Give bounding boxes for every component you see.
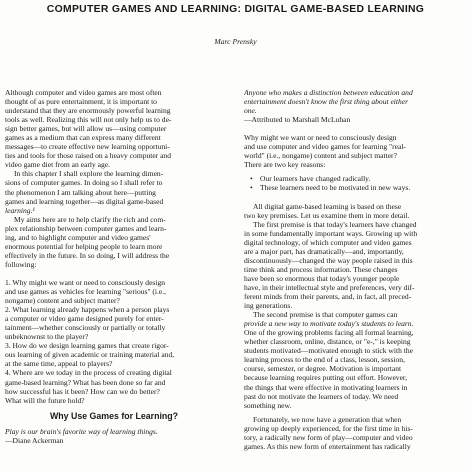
list-line: game-based learning? What has been done so far and xyxy=(5,377,166,387)
epigraph-author: —Diane Ackerman xyxy=(5,435,64,445)
text-line: learning process to the end of a class, lesson, session, xyxy=(244,355,405,365)
text-line: sions of computer games. In doing so I shall refer to xyxy=(5,178,163,188)
bullet-list xyxy=(244,174,466,192)
list-line: 4. Where are we today in the process of creating digital xyxy=(5,368,172,378)
right-column xyxy=(244,88,466,451)
text-line: ferent minds from their parents, and, in fact, all preced- xyxy=(244,292,412,302)
text-line: Although computer and video games are most often xyxy=(5,88,162,97)
text-line: following: xyxy=(5,259,37,269)
text-line: enormous potential for helping people to learn more xyxy=(5,241,163,251)
text-line: Why might we want or need to consciously design xyxy=(244,133,397,143)
text-line: messages—to create effective new learning opportuni- xyxy=(5,142,170,152)
list-line: What will the future hold? xyxy=(5,395,85,405)
list-line: unbeknownst to the player? xyxy=(5,332,89,342)
text-line: whether classroom, online, distance, or "e-," is keeping xyxy=(244,337,411,347)
text-line: discontinuously—changed the way people raised in this xyxy=(244,255,413,265)
list-line: a computer or video game designed purely for enter- xyxy=(5,314,164,324)
text-line: past do not motivate the learners of today. We need xyxy=(244,391,399,401)
text-line: digital technology, of which computer and video games xyxy=(244,237,412,247)
text-line: ing generations. xyxy=(244,301,293,311)
paragraph xyxy=(5,215,223,269)
text-line: learning.¹ xyxy=(5,205,35,215)
paragraph xyxy=(5,88,223,169)
text-line: sign better games, but will allow us—using computer xyxy=(5,124,167,134)
list-line: tainment—whether consciously or partially or totally xyxy=(5,323,166,333)
text-line: course, semester, or degree. Motivation is important xyxy=(244,364,402,374)
list-line: at the same time, appeal to players? xyxy=(5,359,113,369)
list-line: 3. How do we design learning games that create rigor- xyxy=(5,341,169,351)
text-line: tools as well. Realizing this will not only help us to de- xyxy=(5,115,172,125)
text-line: have been so enormous that today's younger people xyxy=(244,273,400,283)
text-line: effectively in the future. In so doing, I will address the xyxy=(5,250,170,260)
list-line: 2. What learning already happens when a person plays xyxy=(5,305,170,315)
paragraph xyxy=(244,133,466,169)
list-item xyxy=(244,183,466,192)
list-line: 1. Why might we want or need to consciously design xyxy=(5,277,165,287)
author-name: Marc Prensky xyxy=(214,37,257,46)
list-line: ous learning of given academic or training material and, xyxy=(5,350,175,360)
left-column xyxy=(5,88,223,445)
bullet-text: These learners need to be motivated in new ways. xyxy=(260,183,411,193)
text-line: games as a medium that can express many different xyxy=(5,133,161,143)
paragraph xyxy=(244,310,466,410)
text-line: are a major part, has dramatically—and, importantly, xyxy=(244,246,404,256)
text-line: growing up deeply experienced, for the first time in his- xyxy=(244,423,413,433)
text-line: have, in their intellectual style and preferences, very dif- xyxy=(244,282,415,292)
text-line: the things that were effective in motivating learners in xyxy=(244,382,408,392)
text-line: in some fundamentally important ways. Growing up with xyxy=(244,228,418,238)
chapter-title: COMPUTER GAMES AND LEARNING: DIGITAL GAME-BASED LEARNING xyxy=(46,4,425,15)
spacer xyxy=(244,193,466,202)
list-item xyxy=(244,174,466,183)
text-line: All digital game-based learning is based on these xyxy=(253,201,402,211)
text-line: something new. xyxy=(244,400,292,410)
spacer xyxy=(5,269,223,278)
spacer xyxy=(244,124,466,133)
epigraph-quote: entertainment doesn't know the first thing about either xyxy=(244,97,409,107)
list-line: and use games as vehicles for learning "serious" (i.e., xyxy=(5,287,167,297)
text-line: tory, a radically new form of play—computer and video xyxy=(244,432,413,442)
text-line: understand that they are enormously powerful learning xyxy=(5,106,171,116)
text-line: There are two key reasons: xyxy=(244,160,326,170)
epigraph-quote: one. xyxy=(244,106,257,116)
text-line: games and learning together—as digital game-based xyxy=(5,196,164,206)
section-heading: Why Use Games for Learning? xyxy=(49,410,179,421)
text-line: The second premise is that computer games can xyxy=(253,310,398,320)
text-line: two key premises. Let us examine them in more detail. xyxy=(244,210,410,220)
text-line: video game diet from an early age. xyxy=(5,160,110,170)
text-line: provide a new way to motivate today's students to learn. xyxy=(244,319,414,329)
text-line: ing, and to highlight computer and video games' xyxy=(5,232,151,242)
bullet-icon: • xyxy=(250,183,253,193)
text-line: ties and tools for those raised on a heavy computer and xyxy=(5,151,171,161)
epigraph xyxy=(244,88,466,124)
text-line: My aims here are to help clarify the rich and com- xyxy=(14,214,166,224)
text-line: One of the growing problems facing all formal learning, xyxy=(244,328,414,338)
list-line: how successful has it been? How can we do better? xyxy=(5,386,160,396)
paragraph xyxy=(244,202,466,311)
epigraph-author: —Attributed to Marshall McLuhan xyxy=(244,115,351,125)
text-line: students motivated—motivated enough to stick with the xyxy=(244,346,413,356)
text-line: plex relationship between computer games and learn- xyxy=(5,223,167,233)
text-line: thought of as pure entertainment, it is important to xyxy=(5,97,157,107)
text-line: The first premise is that today's learners have changed xyxy=(253,219,417,229)
text-line: because learning requires putting out effort. However, xyxy=(244,373,408,383)
bullet-icon: • xyxy=(250,174,253,184)
epigraph-quote: Play is our brain's favorite way of learning things. xyxy=(5,426,158,436)
list-line: nongame) content and subject matter? xyxy=(5,296,120,306)
epigraph-quote: Anyone who makes a distinction between education and xyxy=(244,88,413,97)
paragraph xyxy=(244,415,466,451)
text-line: games. As this new form of entertainment has radically xyxy=(244,441,411,451)
question-list xyxy=(5,278,223,405)
text-line: and use computer and video games for learning "real- xyxy=(244,142,406,152)
text-line: In this chapter I shall explore the learning dimen- xyxy=(14,169,164,179)
text-line: Fortunately, we now have a generation that when xyxy=(253,414,402,424)
paragraph xyxy=(5,169,223,214)
text-line: time think and process information. These changes xyxy=(244,264,398,274)
text-line: world" (i.e., nongame) content and subject matter? xyxy=(244,151,397,161)
text-line: the phenomenon I am talking about here—putting xyxy=(5,187,156,197)
bullet-text: Our learners have changed radically. xyxy=(260,174,371,184)
